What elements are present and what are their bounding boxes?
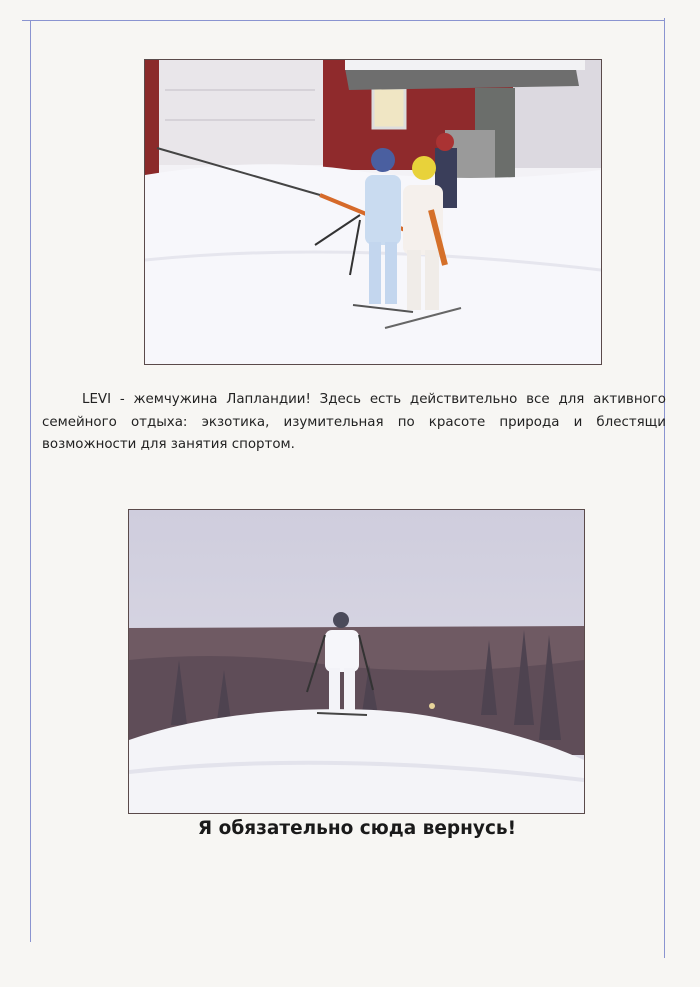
body-paragraph: LEVI - жемчужина Лапландии! Здесь есть действительно все для активного семейного отдыха: экзотика, изумительная по красоте природа и блестящи возможности для занятия спортом. (42, 392, 666, 452)
page-border-right (664, 18, 665, 958)
closing-line: Я обязательно сюда вернусь! (197, 818, 517, 839)
photo-skier-hilltop (128, 509, 585, 814)
page-border-top (22, 20, 665, 21)
photo-ski-lift (144, 59, 602, 365)
page-border-left (30, 20, 31, 942)
